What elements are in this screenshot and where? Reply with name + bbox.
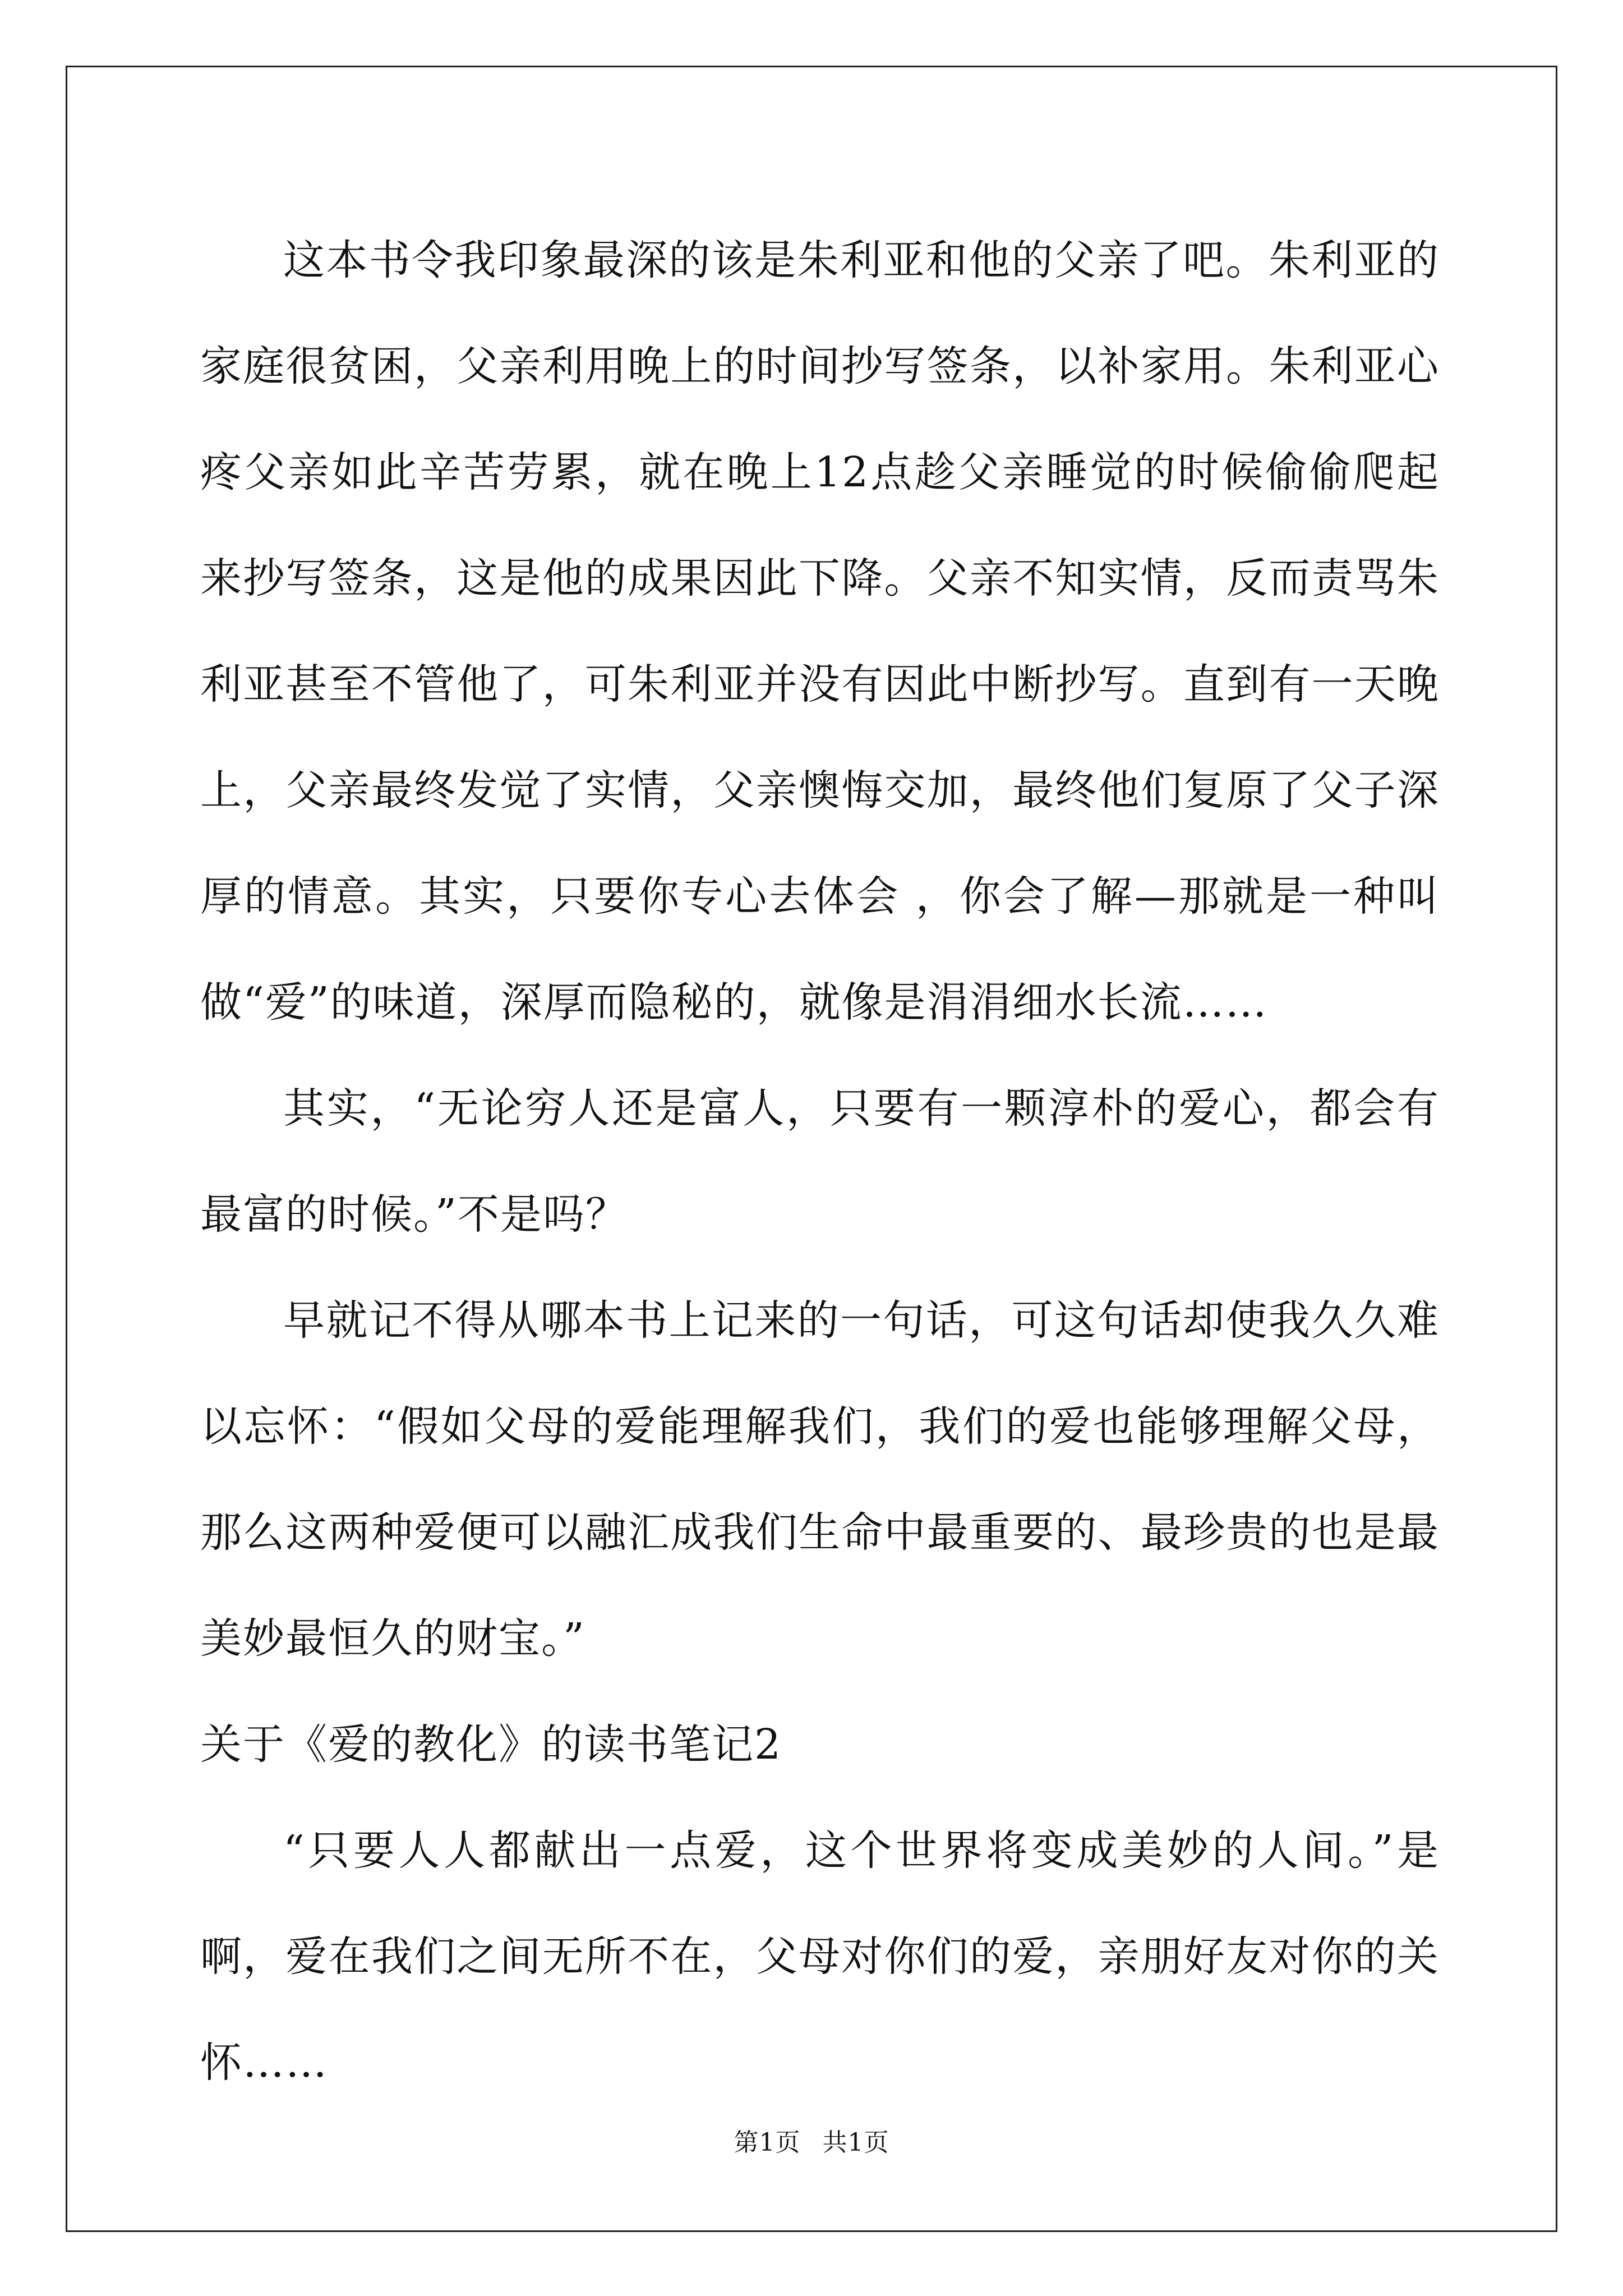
paragraph-3: 早就记不得从哪本书上记来的一句话，可这句话却使我久久难以忘怀：“假如父母的爱能理解我们，我们的爱也能够理解父母，那么这两种爱便可以融汇成我们生命中最重要的、最珍贵的也是最美妙最恒久的财宝。” — [200, 1296, 1440, 1663]
paragraph-1: 这本书令我印象最深的该是朱利亚和他的父亲了吧。朱利亚的家庭很贫困，父亲利用晚上的时间抄写签条，以补家用。朱利亚心疼父亲如此辛苦劳累，就在晚上12点趁父亲睡觉的时候偷偷爬起来抄写签条，这是他的成果因此下降。父亲不知实情，反而责骂朱利亚甚至不管他了，可朱利亚并没有因此中断抄写。直到有一天晚上，父亲最终发觉了实情，父亲懊悔交加，最终他们复原了父子深厚的情意。其实，只要你专心去体会 ，你会了解—那就是一种叫做“爱”的味道，深厚而隐秘的，就像是涓涓细水长流…… — [200, 236, 1440, 1027]
paragraph-2: 其实，“无论穷人还是富人，只要有一颗淳朴的爱心，都会有最富的时候。”不是吗？ — [200, 1084, 1440, 1239]
section-heading: 关于《爱的教化》的读书笔记2 — [200, 1720, 782, 1769]
page-footer — [0, 2126, 1623, 2160]
section-paragraph: “只要人人都献出一点爱，这个世界将变成美妙的人间。”是啊，爱在我们之间无所不在，父母对你们的爱，亲朋好友对你的关怀…… — [200, 1826, 1440, 2087]
document-body — [200, 208, 1440, 2116]
page-number-current: 第1页 — [734, 2128, 801, 2157]
page-number-total: 共1页 — [822, 2128, 889, 2157]
